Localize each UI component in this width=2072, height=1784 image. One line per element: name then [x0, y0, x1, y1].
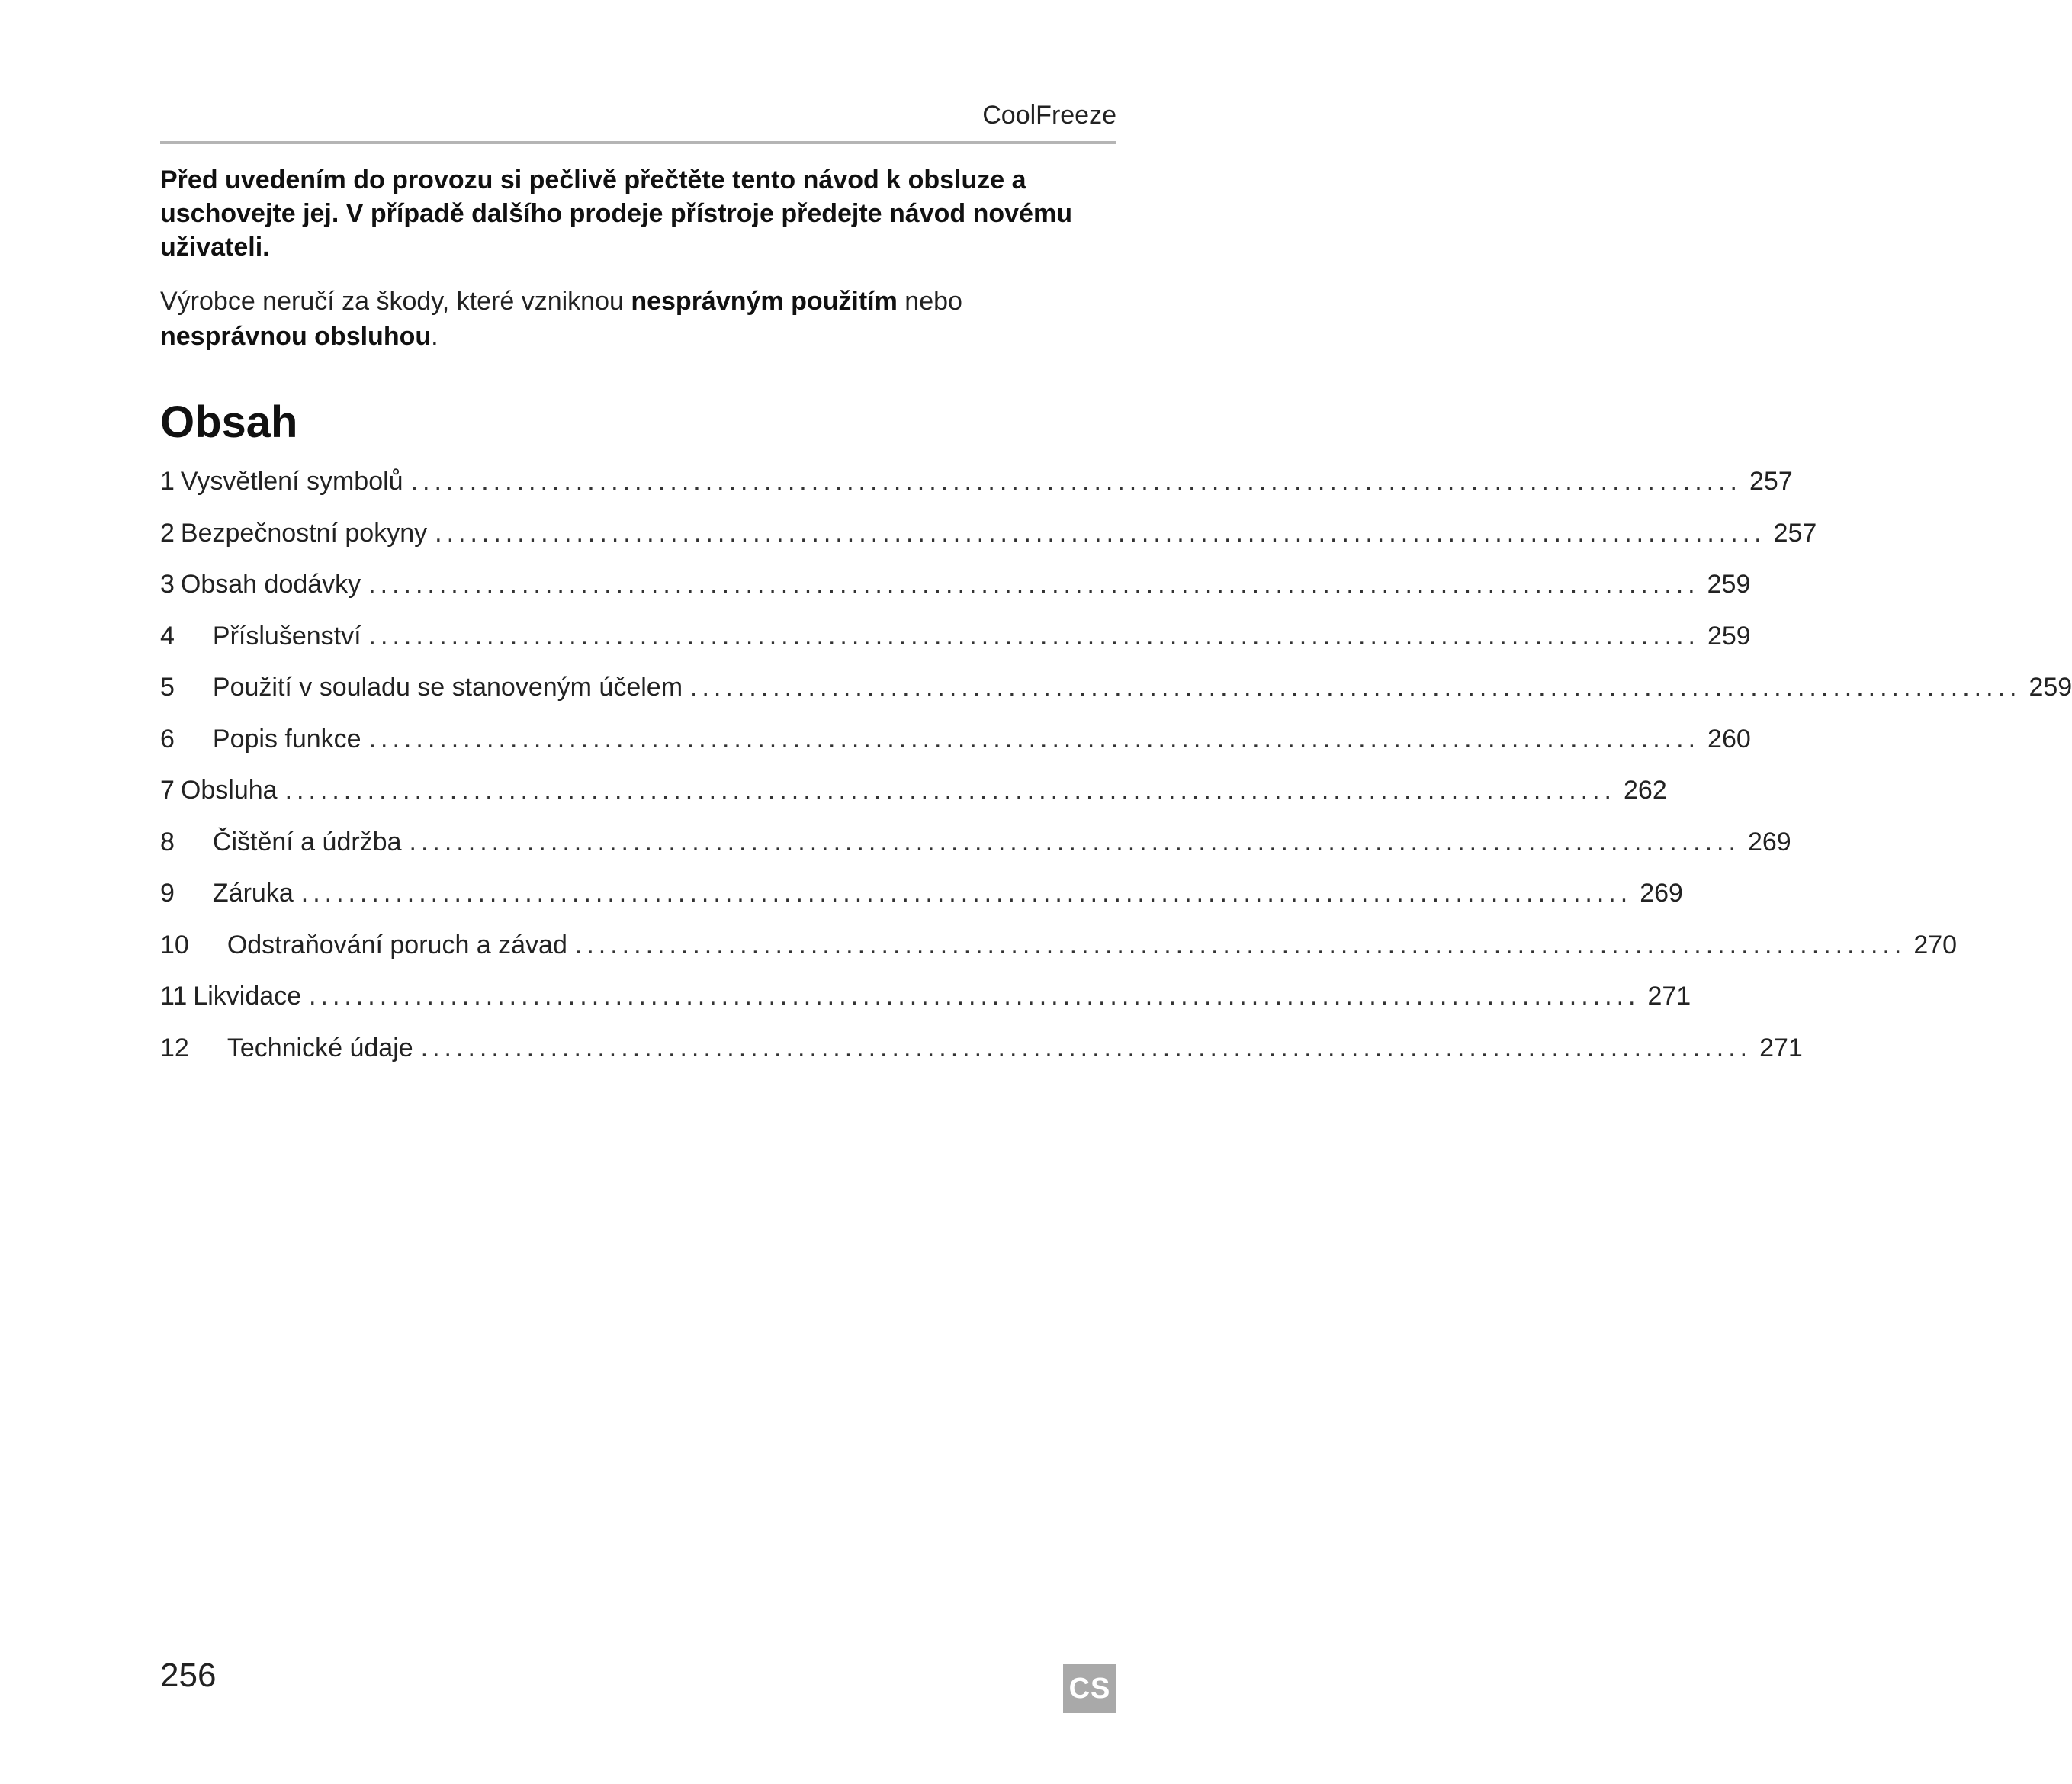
toc-dot-leader: ................................................................................................................. [368, 724, 1701, 754]
disclaimer-text: nebo [897, 287, 962, 316]
toc-entry-page: 257 [1749, 467, 1793, 496]
toc-dot-leader: ................................................................................................................. [574, 930, 1907, 960]
toc-entry-title: Záruka [212, 879, 294, 908]
toc-entry-page: 260 [1707, 724, 1751, 754]
toc-entry-page: 271 [1647, 982, 1691, 1011]
toc-dot-leader: ................................................................................................................. [410, 467, 1742, 496]
toc-entry-page: 269 [1747, 827, 1791, 857]
toc-dot-leader: ................................................................................................................. [435, 518, 1766, 548]
disclaimer-emphasis-1: nesprávným použitím [631, 287, 898, 316]
toc-entry-page: 271 [1759, 1033, 1803, 1062]
toc-entry-number: 6 [160, 724, 175, 754]
toc-entry-number: 11 [160, 982, 188, 1011]
toc-entry[interactable] [160, 982, 1691, 1033]
toc-dot-leader: ................................................................................................................. [309, 982, 1640, 1011]
toc-dot-leader: ................................................................................................................. [368, 621, 1700, 651]
toc-entry-number: 9 [160, 879, 175, 908]
toc-entry-title: Obsah dodávky [180, 570, 361, 599]
toc-dot-leader: ................................................................................................................. [300, 879, 1633, 908]
toc-entry-page: 262 [1624, 776, 1667, 805]
toc-entry-number: 1 [160, 467, 175, 496]
language-badge: CS [1063, 1664, 1116, 1713]
toc-entry-title: Bezpečnostní pokyny [180, 518, 428, 548]
toc-dot-leader: ................................................................................................................. [368, 570, 1700, 599]
toc-entry-number: 12 [160, 1033, 189, 1062]
toc-entry[interactable] [160, 570, 1751, 622]
intro-disclaimer [160, 284, 1121, 354]
toc-entry[interactable] [160, 621, 1751, 673]
header-brand: CoolFreeze [982, 101, 1116, 130]
disclaimer-emphasis-2: nesprávnou obsluhou [160, 322, 432, 351]
intro-warning: Před uvedením do provozu si pečlivě přečtěte tento návod k obsluze a uschovejte jej. V případě dalšího prodeje přístroje předejte návod novému uživateli. [160, 166, 1072, 262]
toc-entry-number: 2 [160, 518, 175, 548]
toc-entry-page: 259 [2029, 673, 2072, 702]
toc-entry-number: 8 [160, 827, 175, 857]
toc-entry-title: Technické údaje [226, 1033, 413, 1062]
toc-entry-title: Vysvětlení symbolů [180, 467, 403, 496]
toc-entry-title: Použití v souladu se stanoveným účelem [212, 673, 683, 702]
toc-entry-number: 5 [160, 673, 175, 702]
header-divider [160, 141, 1116, 144]
toc-entry-number: 10 [160, 930, 189, 960]
toc-entry-title: Odstraňování poruch a závad [226, 930, 567, 960]
toc-entry[interactable] [160, 776, 1667, 828]
disclaimer-text: . [431, 322, 438, 351]
toc-entry-number: 3 [160, 570, 175, 599]
toc-entry-title: Popis funkce [212, 724, 361, 754]
toc-dot-leader: ................................................................................................................. [284, 776, 1616, 805]
toc-entry-title: Likvidace [193, 982, 302, 1011]
toc-entry-page: 259 [1707, 621, 1751, 651]
toc-dot-leader: ................................................................................................................. [420, 1033, 1752, 1062]
table-of-contents [160, 467, 2072, 1085]
toc-entry[interactable] [160, 673, 2072, 725]
toc-entry-page: 270 [1913, 930, 1958, 960]
toc-entry[interactable] [160, 1033, 1803, 1085]
toc-entry[interactable] [160, 930, 1958, 982]
toc-entry[interactable] [160, 879, 1683, 931]
toc-entry-number: 4 [160, 621, 175, 651]
toc-entry-title: Čištění a údržba [212, 827, 402, 857]
toc-heading: Obsah [160, 397, 298, 447]
toc-entry[interactable] [160, 467, 1793, 519]
toc-entry-title: Příslušenství [212, 621, 361, 651]
toc-dot-leader: ................................................................................................................. [690, 673, 2022, 702]
toc-entry-number: 7 [160, 776, 175, 805]
toc-entry[interactable] [160, 724, 1751, 776]
toc-entry-page: 259 [1707, 570, 1751, 599]
toc-entry[interactable] [160, 518, 1817, 571]
toc-dot-leader: ................................................................................................................. [409, 827, 1740, 857]
toc-entry-page: 257 [1773, 518, 1817, 548]
page-number: 256 [160, 1657, 217, 1694]
toc-entry-title: Obsluha [180, 776, 278, 805]
toc-entry-page: 269 [1640, 879, 1683, 908]
toc-entry[interactable] [160, 827, 1791, 879]
disclaimer-text: Výrobce neručí za škody, které vzniknou [160, 287, 631, 316]
